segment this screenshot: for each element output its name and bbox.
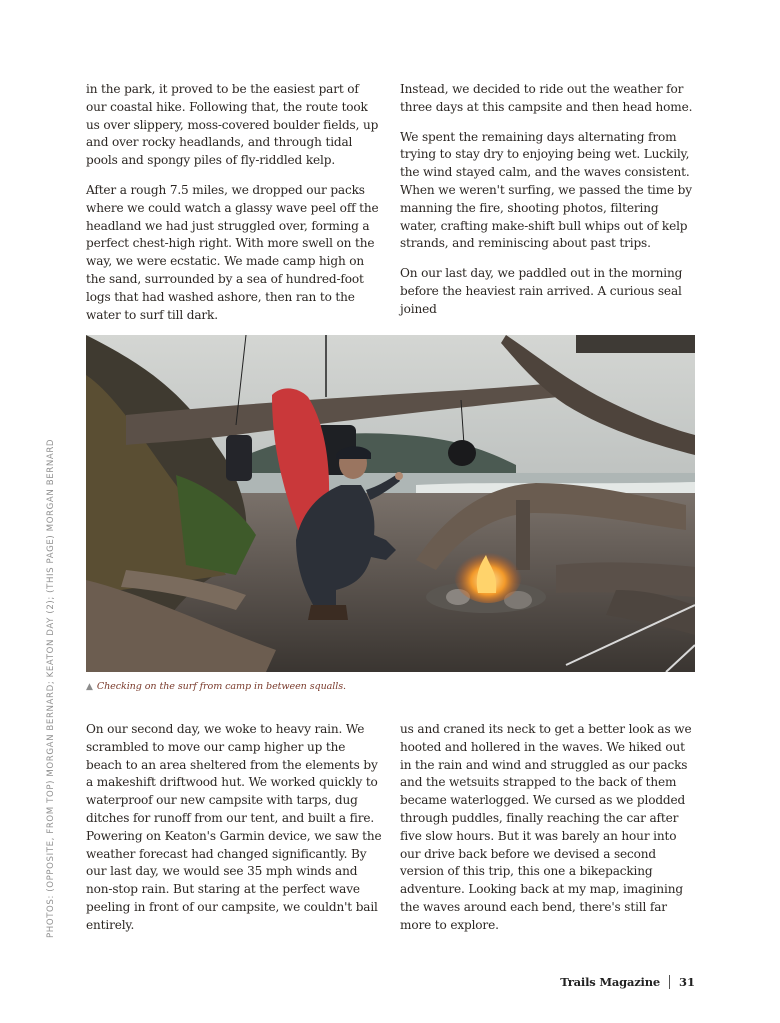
caption-text: Checking on the surf from camp in between squalls. xyxy=(96,681,346,692)
paragraph: in the park, it proved to be the easiest part of our coastal hike. Following that, the route took us over slippery, moss-covered boulder fields, up and over rocky headlands, and through tidal pools and spongy piles of fly-riddled kelp. xyxy=(86,82,379,168)
article-column-top-right xyxy=(400,81,696,331)
magazine-name: Trails Magazine xyxy=(560,975,660,989)
paragraph: We spent the remaining days alternating from trying to stay dry to enjoying being wet. Luckily, the wind stayed calm, and the waves consistent. When we weren't surfing, we passed the time by manning the fire, shooting photos, filtering water, crafting make-shift bull whips out of kelp strands, and reminiscing about past trips. xyxy=(400,129,692,251)
paragraph: On our second day, we woke to heavy rain. We scrambled to move our camp higher up the beach to an area sheltered from the elements by a makeshift driftwood hut. We worked quickly to waterproof our new campsite with tarps, dug ditches for runoff from our tent, and built a fire. Powering on Keaton's Garmin device, we saw the weather forecast had changed significantly. By our last day, we would see 35 mph winds and non-stop rain. But staring at the perfect wave peeling in front of our campsite, we couldn't bail entirely. xyxy=(86,722,382,932)
footer-divider xyxy=(669,975,670,989)
article-column-top-left xyxy=(86,81,382,336)
photo-caption xyxy=(86,681,346,692)
page-footer xyxy=(560,975,695,989)
campsite-photo xyxy=(86,335,695,672)
page-number: 31 xyxy=(678,975,695,989)
article-column-bottom-left xyxy=(86,721,382,947)
paragraph: Instead, we decided to ride out the weather for three days at this campsite and then head home. xyxy=(400,82,693,114)
paragraph: After a rough 7.5 miles, we dropped our packs where we could watch a glassy wave peel off the headland we had just struggled over, forming a perfect chest-high right. With more swell on the way, we were ecstatic. We made camp high on the sand, surrounded by a sea of hundred-foot logs that had washed ashore, then ran to the water to surf till dark. xyxy=(86,182,379,322)
paragraph: On our last day, we paddled out in the morning before the heaviest rain arrived. A curious seal joined xyxy=(400,266,683,316)
article-column-bottom-right xyxy=(400,721,696,947)
paragraph: us and craned its neck to get a better look as we hooted and hollered in the waves. We hiked out in the rain and wind and struggled as our packs and the wetsuits strapped to the back of them became waterlogged. We cursed as we plodded through puddles, finally reaching the car after five slow hours. But it was barely an hour into our drive back before we devised a second version of this trip, this one a bikepacking adventure. Looking back at my map, imagining the waves around each bend, there's still far more to explore. xyxy=(400,722,692,932)
photo-credits: PHOTOS: (OPPOSITE, FROM TOP) MORGAN BERNARD; KEATON DAY (2); (THIS PAGE) MORGAN BERNARD xyxy=(46,438,56,938)
caption-triangle-icon: ▲ xyxy=(86,682,93,692)
